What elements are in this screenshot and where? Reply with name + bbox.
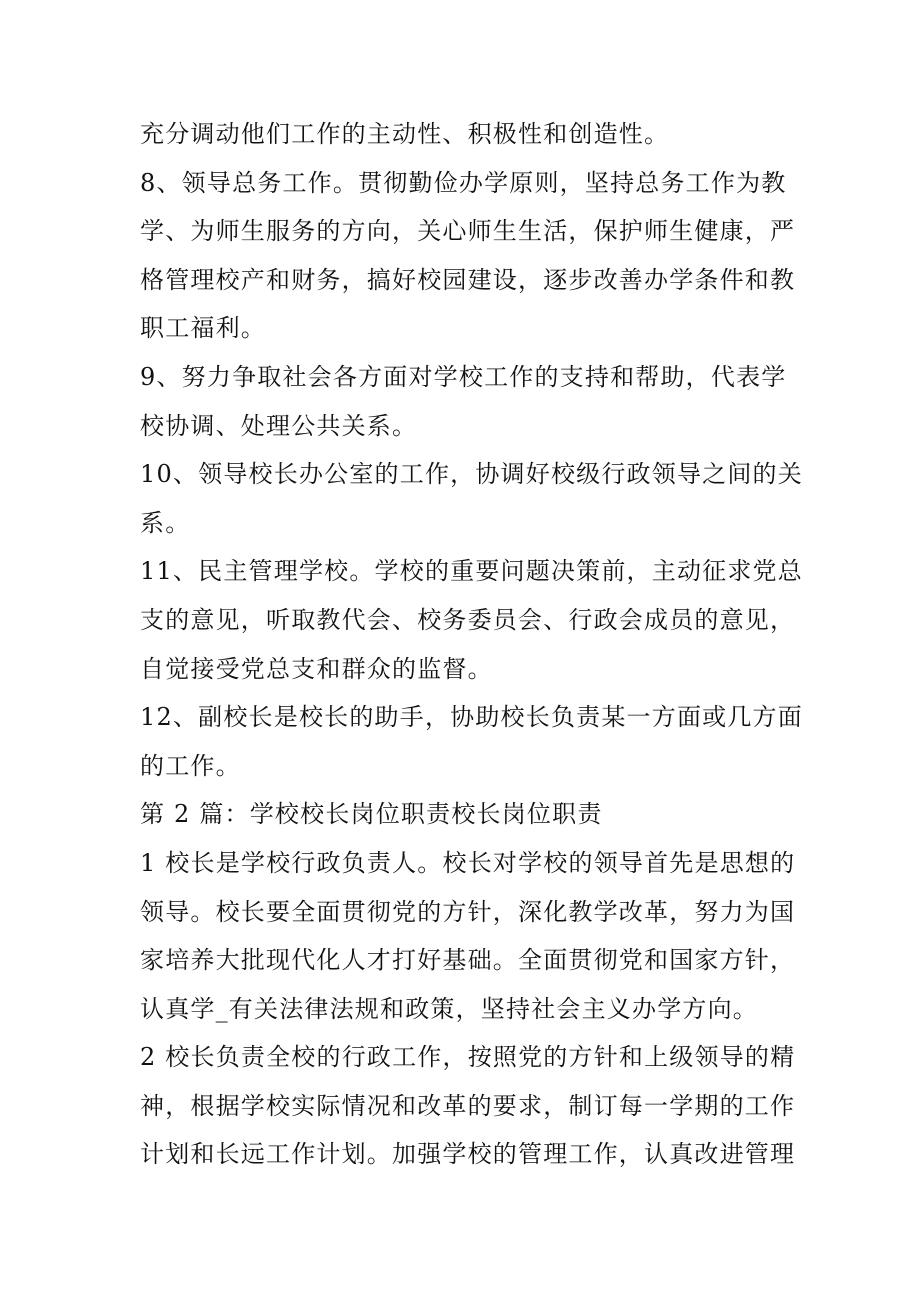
text-line: 11、民主管理学校。学校的重要问题决策前，主动征求党总 <box>140 557 803 586</box>
text-line: 自觉接受党总支和群众的监督。 <box>140 654 493 683</box>
section-heading: 第 2 篇：学校校长岗位职责校长岗位职责 <box>140 800 603 829</box>
text-line: 9、努力争取社会各方面对学校工作的支持和帮助，代表学 <box>140 362 787 391</box>
text-line: 认真学_有关法律法规和政策，坚持社会主义办学方向。 <box>140 994 758 1023</box>
text-line: 的工作。 <box>140 751 241 780</box>
text-line: 8、领导总务工作。贯彻勤俭办学原则，坚持总务工作为教 <box>140 168 787 197</box>
text-line: 校协调、处理公共关系。 <box>140 411 418 440</box>
text-line: 支的意见，听取教代会、校务委员会、行政会成员的意见， <box>140 605 796 634</box>
text-line: 10、领导校长办公室的工作，协调好校级行政领导之间的关 <box>140 460 803 489</box>
text-line: 充分调动他们工作的主动性、积极性和创造性。 <box>140 120 670 148</box>
text-line: 2 校长负责全校的行政工作，按照党的方针和上级领导的精 <box>140 1043 796 1072</box>
text-line: 格管理校产和财务，搞好校园建设，逐步改善办学条件和教 <box>140 265 796 294</box>
text-line: 神，根据学校实际情况和改革的要求，制订每一学期的工作 <box>140 1091 796 1120</box>
text-line: 领导。校长要全面贯彻党的方针，深化教学改革，努力为国 <box>140 897 796 926</box>
text-line: 12、副校长是校长的助手，协助校长负责某一方面或几方面 <box>140 703 803 732</box>
text-line: 计划和长远工作计划。加强学校的管理工作，认真改进管理 <box>140 1140 796 1169</box>
text-line: 1 校长是学校行政负责人。校长对学校的领导首先是思想的 <box>140 848 796 877</box>
text-line: 家培养大批现代化人才打好基础。全面贯彻党和国家方针， <box>140 946 796 975</box>
text-line: 系。 <box>140 508 191 537</box>
document-body <box>140 110 803 1179</box>
text-line: 学、为师生服务的方向，关心师生生活，保护师生健康，严 <box>140 217 796 246</box>
text-line: 职工福利。 <box>140 314 266 343</box>
